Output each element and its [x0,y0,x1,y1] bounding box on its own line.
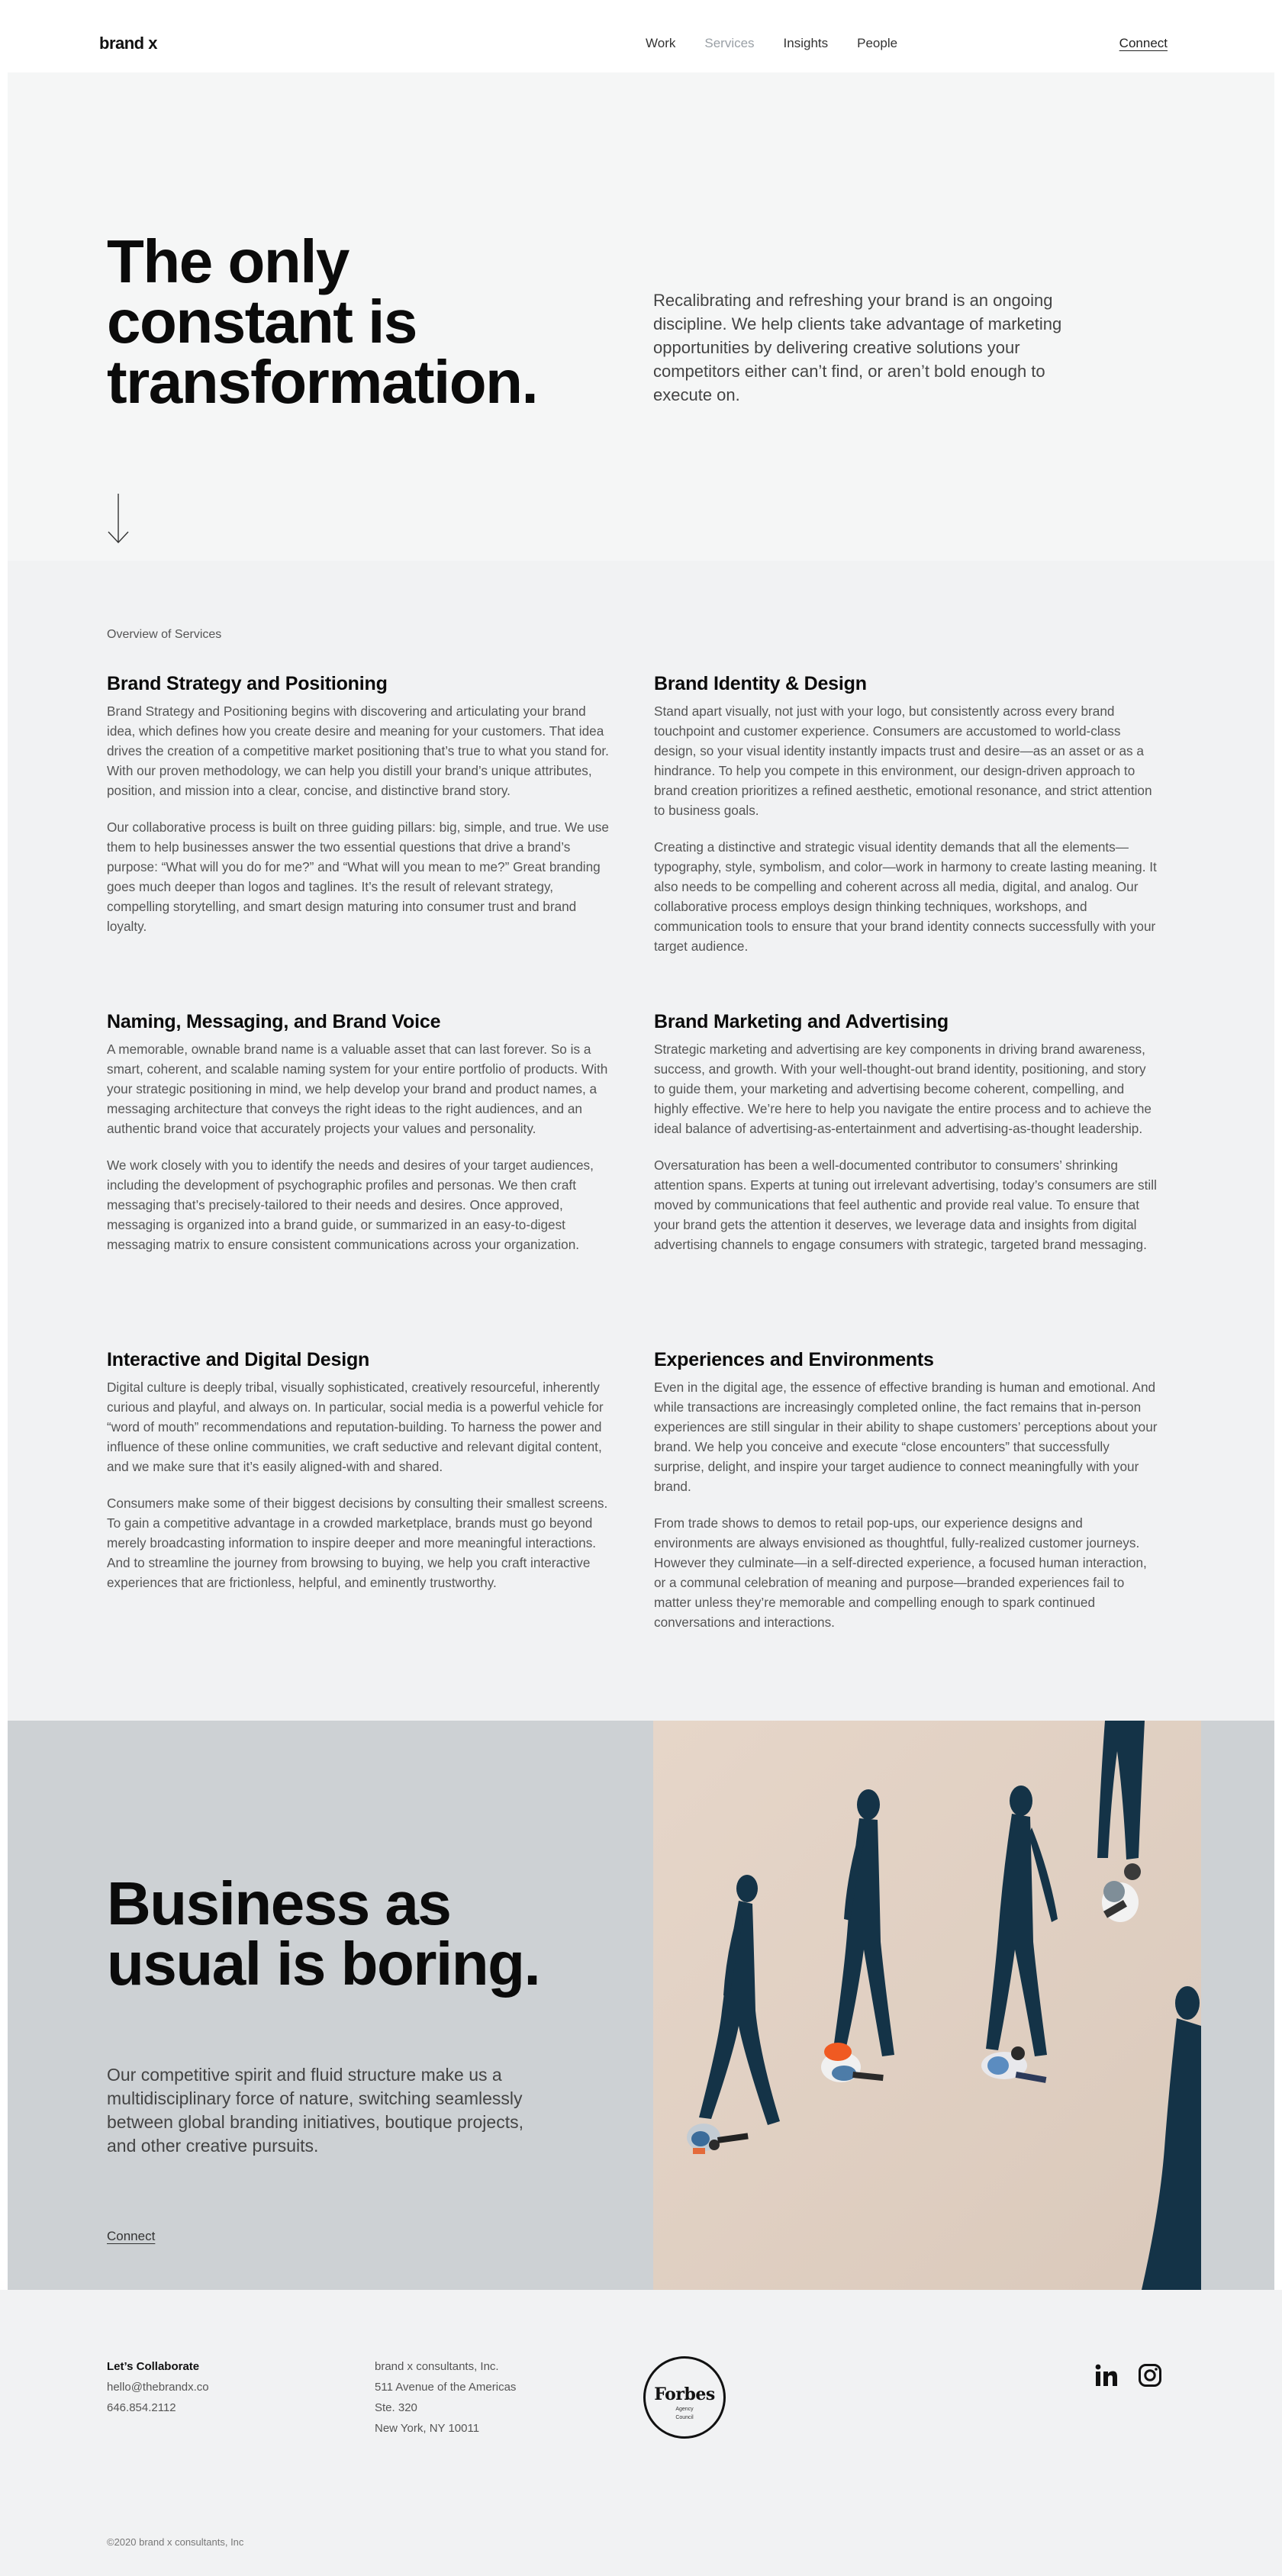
service-title: Naming, Messaging, and Brand Voice [107,1011,441,1032]
service-experiences-environments [654,1349,1158,1649]
service-paragraph: Digital culture is deeply tribal, visually sophisticated, creatively resourceful, inherently curious and playful, and always on. In particular, social media is a powerful vehicle for “word of mouth” recommendations and reputation-building. To harness the power and influence of these online communities, we craft seductive and relevant digital content, and we make sure that it’s easily aligned-with and shared. [107,1380,604,1474]
footer-email-link[interactable]: hello@thebrandx.co [107,2381,209,2394]
service-paragraph: Stand apart visually, not just with your logo, but consistently across every brand touchpoint and customer experience. Consumers are accustomed to world-class design, so your visual identity instantly impacts trust and desire—as an asset or as a hindrance. To help you compete in this environment, our design-driven approach to brand creation prioritizes a refined aesthetic, emotional resonance, and strict attention to business goals. [654,704,1152,818]
service-paragraph: Our collaborative process is built on three guiding pillars: big, simple, and true. We use them to help businesses answer the two essential questions that drive a brand’s purpose: “What will you do for me?” and “What will you mean to me?” Great branding goes much deeper than logos and taglines. It’s the result of relevant strategy, compelling storytelling, and smart design maturing into consumer trust and brand loyalty. [107,819,609,934]
service-interactive-digital [107,1349,610,1609]
footer-contact [107,2356,209,2418]
main-nav [646,36,897,51]
badge-name: Forbes [654,2384,715,2404]
hero-text: Recalibrating and refreshing your brand is an ongoing discipline. We help clients take advantage of marketing opportunities by delivering creative solutions your competitors either can’t find, or aren’t bold enough to execute on. [653,291,1062,404]
frame-right [1274,72,1282,2290]
business-title: Business as usual is boring. [107,1869,540,1998]
service-paragraph: Brand Strategy and Positioning begins with discovering and articulating your brand idea, which defines how you create desire and meaning for your customers. That idea drives the creation of a competitive market positioning that’s true to what you stand for. With our proven methodology, we can help you distill your brand’s unique attributes, position, and mission into a clear, concise, and distinctive brand story. [107,704,609,798]
service-title: Brand Marketing and Advertising [654,1011,949,1032]
arrow-down-icon[interactable] [107,494,130,544]
header-connect-link[interactable]: Connect [1119,36,1168,50]
hero-section [8,72,1274,561]
business-section [8,1721,1274,2290]
footer-phone-link[interactable]: 646.854.2112 [107,2401,176,2414]
hero-title: The only constant is transformation. [107,227,538,416]
service-naming-messaging [107,1011,610,1271]
services-section [8,561,1274,1721]
service-title: Brand Identity & Design [654,673,867,694]
site-header [0,0,1282,72]
service-paragraph: A memorable, ownable brand name is a valuable asset that can last forever. So is a smart, coherent, and scalable naming system for your entire portfolio of products. With your strategic positioning in mind, we help develop your brand and product names, a messaging architecture that conveys the right ideas to the right audiences, and an authentic brand voice that accurately projects your values and personality. [107,1042,608,1136]
nav-insights[interactable]: Insights [783,36,829,50]
nav-services[interactable]: Services [704,36,755,50]
instagram-icon[interactable] [1138,2363,1162,2388]
business-text: Our competitive spirit and fluid structure make us a multidisciplinary force of nature, switching seamlessly between global branding initiatives, boutique projects, and other creative pursuits. [107,2065,523,2156]
service-paragraph: We work closely with you to identify the needs and desires of your target audiences, including the development of psychographic profiles and personas. We then craft messaging that’s precisely-tailored to their needs and desires. Once approved, messaging is organized into a brand guide, or summarized in an easy-to-digest messaging matrix to ensure consistent communications across your organization. [107,1158,594,1252]
footer-address-line: brand x consultants, Inc. [375,2360,499,2373]
service-paragraph: From trade shows to demos to retail pop-ups, our experience designs and environments are always envisioned as thoughtful, fully-realized customer journeys. However they culminate—in a self-directed experience, a focused human interaction, or a communal celebration of meaning and purpose—branded experiences fail to matter unless they’re memorable and compelling enough to spark continued conversations and interactions. [654,1515,1147,1630]
brand-logo[interactable]: brand x [99,34,157,53]
walking-people-photo [653,1721,1201,2290]
services-overview-label: Overview of Services [107,628,222,641]
footer-address-line: New York, NY 10011 [375,2422,480,2435]
footer-address-line: 511 Avenue of the Americas [375,2381,517,2394]
service-paragraph: Even in the digital age, the essence of effective branding is human and emotional. And while transactions are increasingly completed online, the fact remains that in-person experiences are still singular in their ability to shape customers’ perceptions about your brand. We help you conceive and execute “close encounters” that successfully surprise, delight, and inspire your target audience to connect meaningfully with your brand. [654,1380,1158,1494]
service-paragraph: Strategic marketing and advertising are key components in driving brand awareness, success, and growth. With your well-thought-out brand identity, positioning, and story to guide them, your marketing and advertising become coherent, compelling, and highly effective. We’re here to help you navigate the entire process and to achieve the ideal balance of advertising-as-entertainment and advertising-as-thought leadership. [654,1042,1152,1136]
service-paragraph: Oversaturation has been a well-documented contributor to consumers’ shrinking attention spans. Experts at tuning out irrelevant advertising, today’s consumers are still moved by communications that feel authentic and provide real value. To ensure that your brand gets the attention it deserves, we leverage data and insights from digital advertising channels to engage consumers with strategic, targeted brand messaging. [654,1158,1157,1252]
linkedin-icon[interactable] [1094,2363,1119,2388]
service-brand-marketing [654,1011,1158,1271]
service-title: Experiences and Environments [654,1349,934,1370]
service-title: Interactive and Digital Design [107,1349,370,1370]
business-connect-link[interactable]: Connect [107,2229,156,2243]
nav-work[interactable]: Work [646,36,676,50]
badge-subtitle-1: Agency [675,2407,694,2412]
badge-subtitle-2: Council [675,2415,694,2420]
frame-left [0,72,8,2290]
forbes-council-badge [643,2356,726,2439]
service-paragraph: Consumers make some of their biggest decisions by consulting their smallest screens. To gain a competitive advantage in a crowded marketplace, brands must go beyond merely broadcasting information to inspire deeper and more meaningful interactions. And to streamline the journey from browsing to buying, we help you craft interactive experiences that are frictionless, helpful, and eminently trustworthy. [107,1496,608,1590]
service-paragraph: Creating a distinctive and strategic visual identity demands that all the elements—typography, style, symbolism, and color—work in harmony to create lasting meaning. It also needs to be compelling and coherent across all media, digital, and analog. Our collaborative process employs design thinking techniques, workshops, and communication tools to ensure that your brand identity connects successfully with your target audience. [654,839,1157,954]
service-brand-strategy [107,673,610,953]
footer-address-line: Ste. 320 [375,2401,417,2414]
footer-collab-title: Let’s Collaborate [107,2360,200,2373]
footer-address [375,2356,516,2439]
nav-people[interactable]: People [857,36,898,50]
service-brand-identity [654,673,1158,973]
site-footer [0,2290,1282,2576]
copyright-text: ©2020 brand x consultants, Inc [107,2536,244,2548]
service-title: Brand Strategy and Positioning [107,673,388,694]
